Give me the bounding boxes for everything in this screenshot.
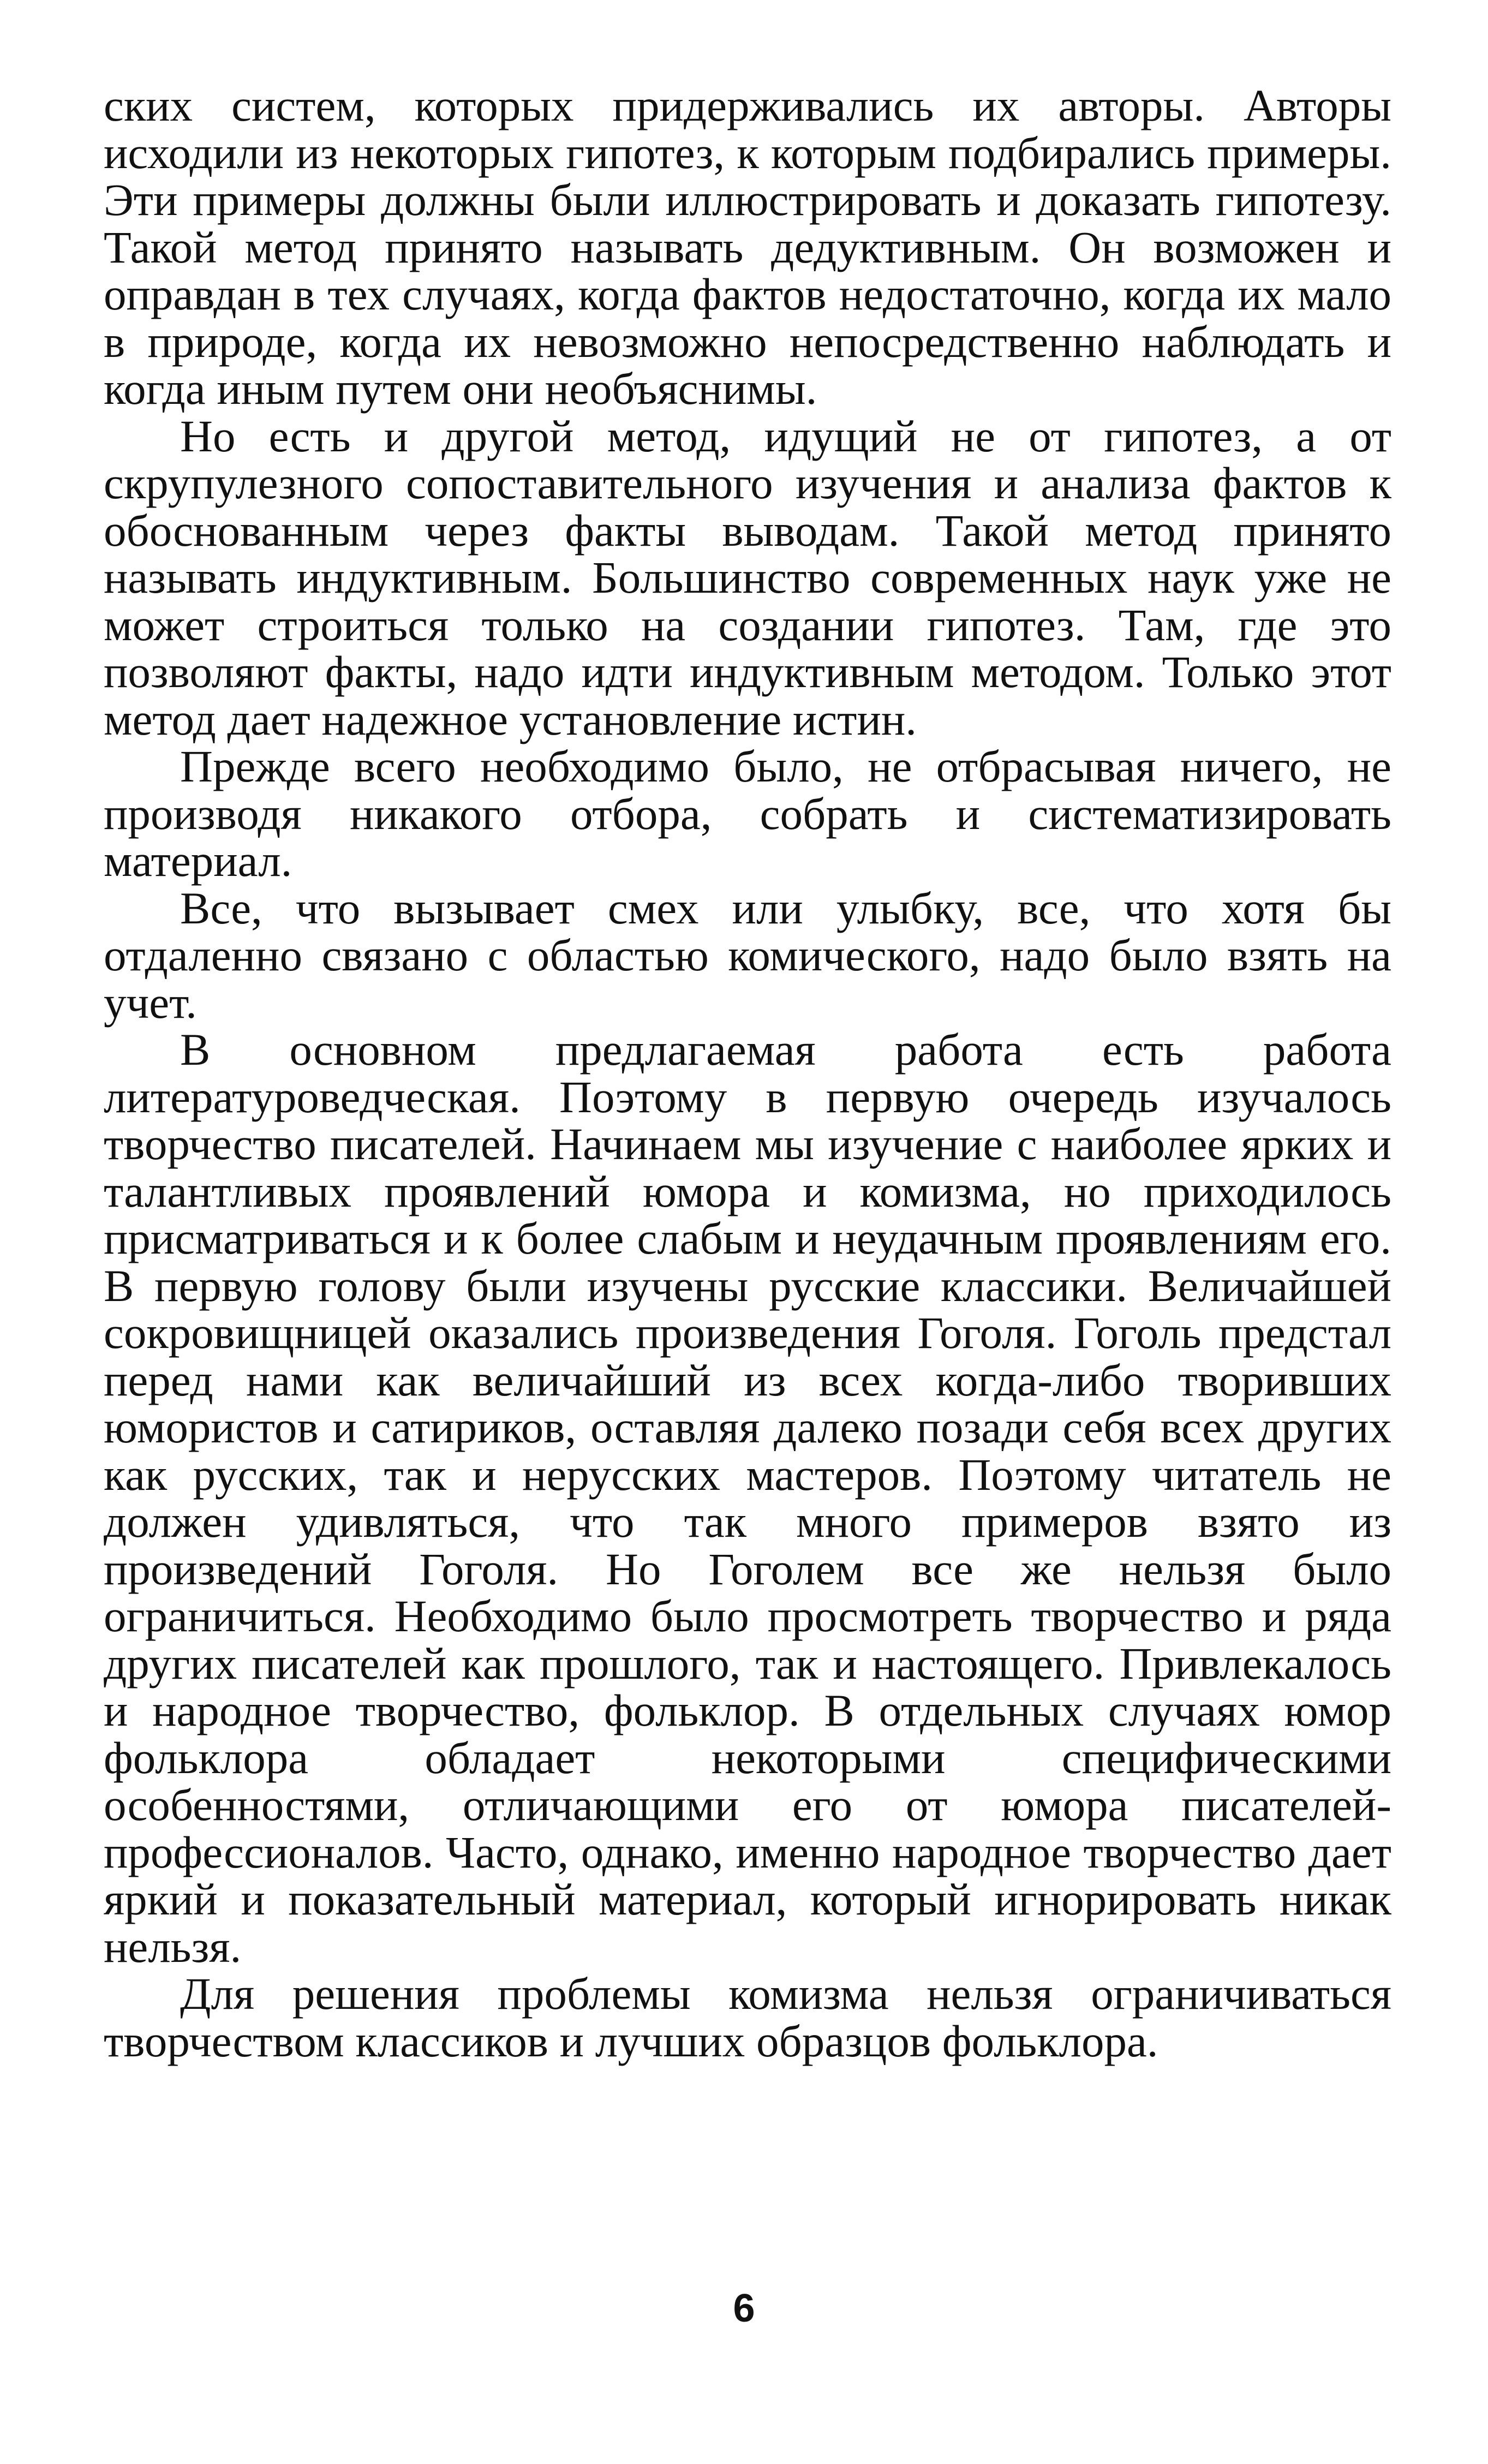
paragraph-3: Прежде всего необходимо было, не отбрасывая ничего, не производя никакого отбора, собрать и систематизировать материал. <box>104 741 1391 886</box>
paragraph-4: Все, что вызывает смех или улыбку, все, что хотя бы отдаленно связано с областью комического, надо было взять на учет. <box>104 882 1391 1028</box>
paragraph-1: ских систем, которых придерживались их авторы. Авторы исходили из некоторых гипотез, к которым подбирались примеры. Эти примеры должны были иллюстрировать и доказать гипотезу. Такой метод принято называть дедуктивным. Он возможен и оправдан в тех случаях, когда фактов недостаточно, когда их мало в природе, когда их невозможно непосредственно наблюдать и когда иным путем они необъяснимы. <box>104 80 1391 414</box>
paragraph-5: В основном предлагаемая работа есть работа литературоведческая. Поэтому в первую очередь изучалось творчество писателей. Начинаем мы изучение с наиболее ярких и талантливых проявлений юмора и комизма, но приходилось присматриваться и к более слабым и неудачным проявлениям его. В первую голову были изучены русские классики. Величайшей сокровищницей оказались произведения Гоголя. Гоголь предстал перед нами как величайший из всех когда-либо творивших юмористов и сатириков, оставляя далеко позади себя всех других как русских, так и нерусских мастеров. Поэтому читатель не должен удивляться, что так много примеров взято из произведений Гоголя. Но Гоголем все же нельзя было ограничиться. Необходимо было просмотреть творчество и ряда других писателей как прошлого, так и настоящего. Привлекалось и народное творчество, фольклор. В отдельных случаях юмор фольклора обладает некоторыми специфическими особенностями, отличающими его от юмора писателей-профессионалов. Часто, однако, именно народное творчество дает яркий и показательный материал, который игнорировать никак нельзя. <box>104 1024 1391 1972</box>
paragraph-6: Для решения проблемы комизма нельзя ограничиваться творчеством классиков и лучших образцов фольклора. <box>104 1968 1391 2066</box>
paragraph-2: Но есть и другой метод, идущий не от гипотез, а от скрупулезного сопоставительного изучения и анализа фактов к обоснованным через факты выводам. Такой метод принято называть индуктивным. Большинство современных наук уже не может строиться только на создании гипотез. Там, где это позволяют факты, надо идти индуктивным методом. Только этот метод дает надежное установление истин. <box>104 410 1391 744</box>
page-body <box>104 82 1391 2065</box>
page-number: 6 <box>733 2287 755 2330</box>
